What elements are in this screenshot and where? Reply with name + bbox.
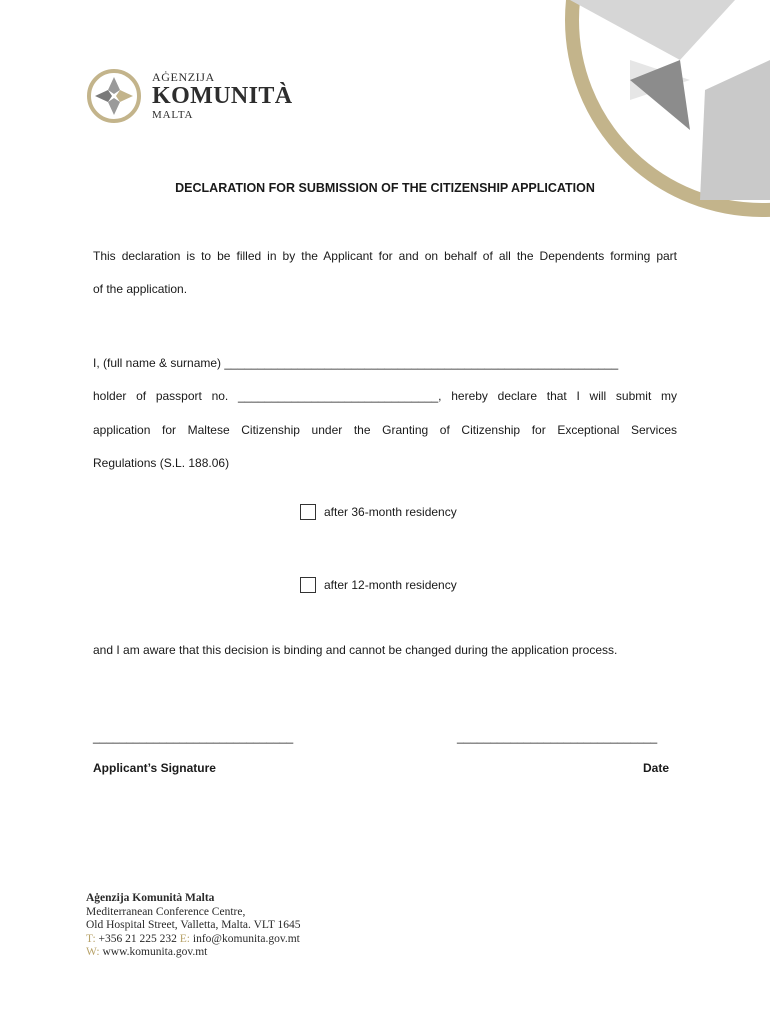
applicant-signature-line[interactable]: ______________________________ <box>93 730 294 744</box>
phone-number: +356 21 225 232 <box>98 932 177 945</box>
phone-label: T: <box>86 932 96 945</box>
option-12-month-residency[interactable] <box>300 577 457 593</box>
date-line[interactable]: ______________________________ <box>457 730 658 744</box>
awareness-statement: and I am aware that this decision is binding and cannot be changed during the application process. <box>93 643 618 657</box>
checkbox-12-month[interactable] <box>300 577 316 593</box>
option-36-month-residency[interactable] <box>300 504 457 520</box>
komunita-emblem-icon <box>86 68 142 124</box>
option-12-month-label: after 12-month residency <box>324 578 457 592</box>
full-name-field[interactable]: I, (full name & surname) ___________________________________________________________ <box>93 356 619 370</box>
option-36-month-label: after 36-month residency <box>324 505 457 519</box>
logo-top-text: AĠENZIJA <box>152 70 215 84</box>
checkbox-36-month[interactable] <box>300 504 316 520</box>
document-title: DECLARATION FOR SUBMISSION OF THE CITIZENSHIP APPLICATION <box>175 181 595 195</box>
web-label: W: <box>86 946 100 958</box>
declaration-line-3: application for Maltese Citizenship under the Granting of Citizenship for Exceptional Services <box>93 423 677 437</box>
footer-phone-email <box>86 933 301 947</box>
footer-address-1: Mediterranean Conference Centre, <box>86 905 246 918</box>
footer-contact <box>86 892 301 960</box>
date-label: Date <box>643 761 670 775</box>
email-label: E: <box>179 932 191 945</box>
footer-org-name: Aġenzija Komunità Malta <box>86 892 215 904</box>
logo-bottom-text: MALTA <box>152 109 194 121</box>
applicant-signature-label: Applicant’s Signature <box>93 761 216 775</box>
passport-number-field[interactable]: holder of passport no. ______________________________, hereby declare that I will submit my <box>93 389 677 403</box>
email-address[interactable]: info@komunita.gov.mt <box>192 932 300 945</box>
website-link[interactable]: www.komunita.gov.mt <box>102 946 208 958</box>
footer-web <box>86 946 301 960</box>
footer-address-2: Old Hospital Street, Valletta, Malta. VLT 1645 <box>86 919 301 931</box>
logo-main-text: KOMUNITÀ <box>152 83 293 109</box>
intro-line-2: of the application. <box>93 282 188 296</box>
declaration-line-4: Regulations (S.L. 188.06) <box>93 456 230 470</box>
agency-logo <box>86 68 293 124</box>
intro-line-1: This declaration is to be filled in by the Applicant for and on behalf of all the Dependents forming part <box>93 249 677 263</box>
